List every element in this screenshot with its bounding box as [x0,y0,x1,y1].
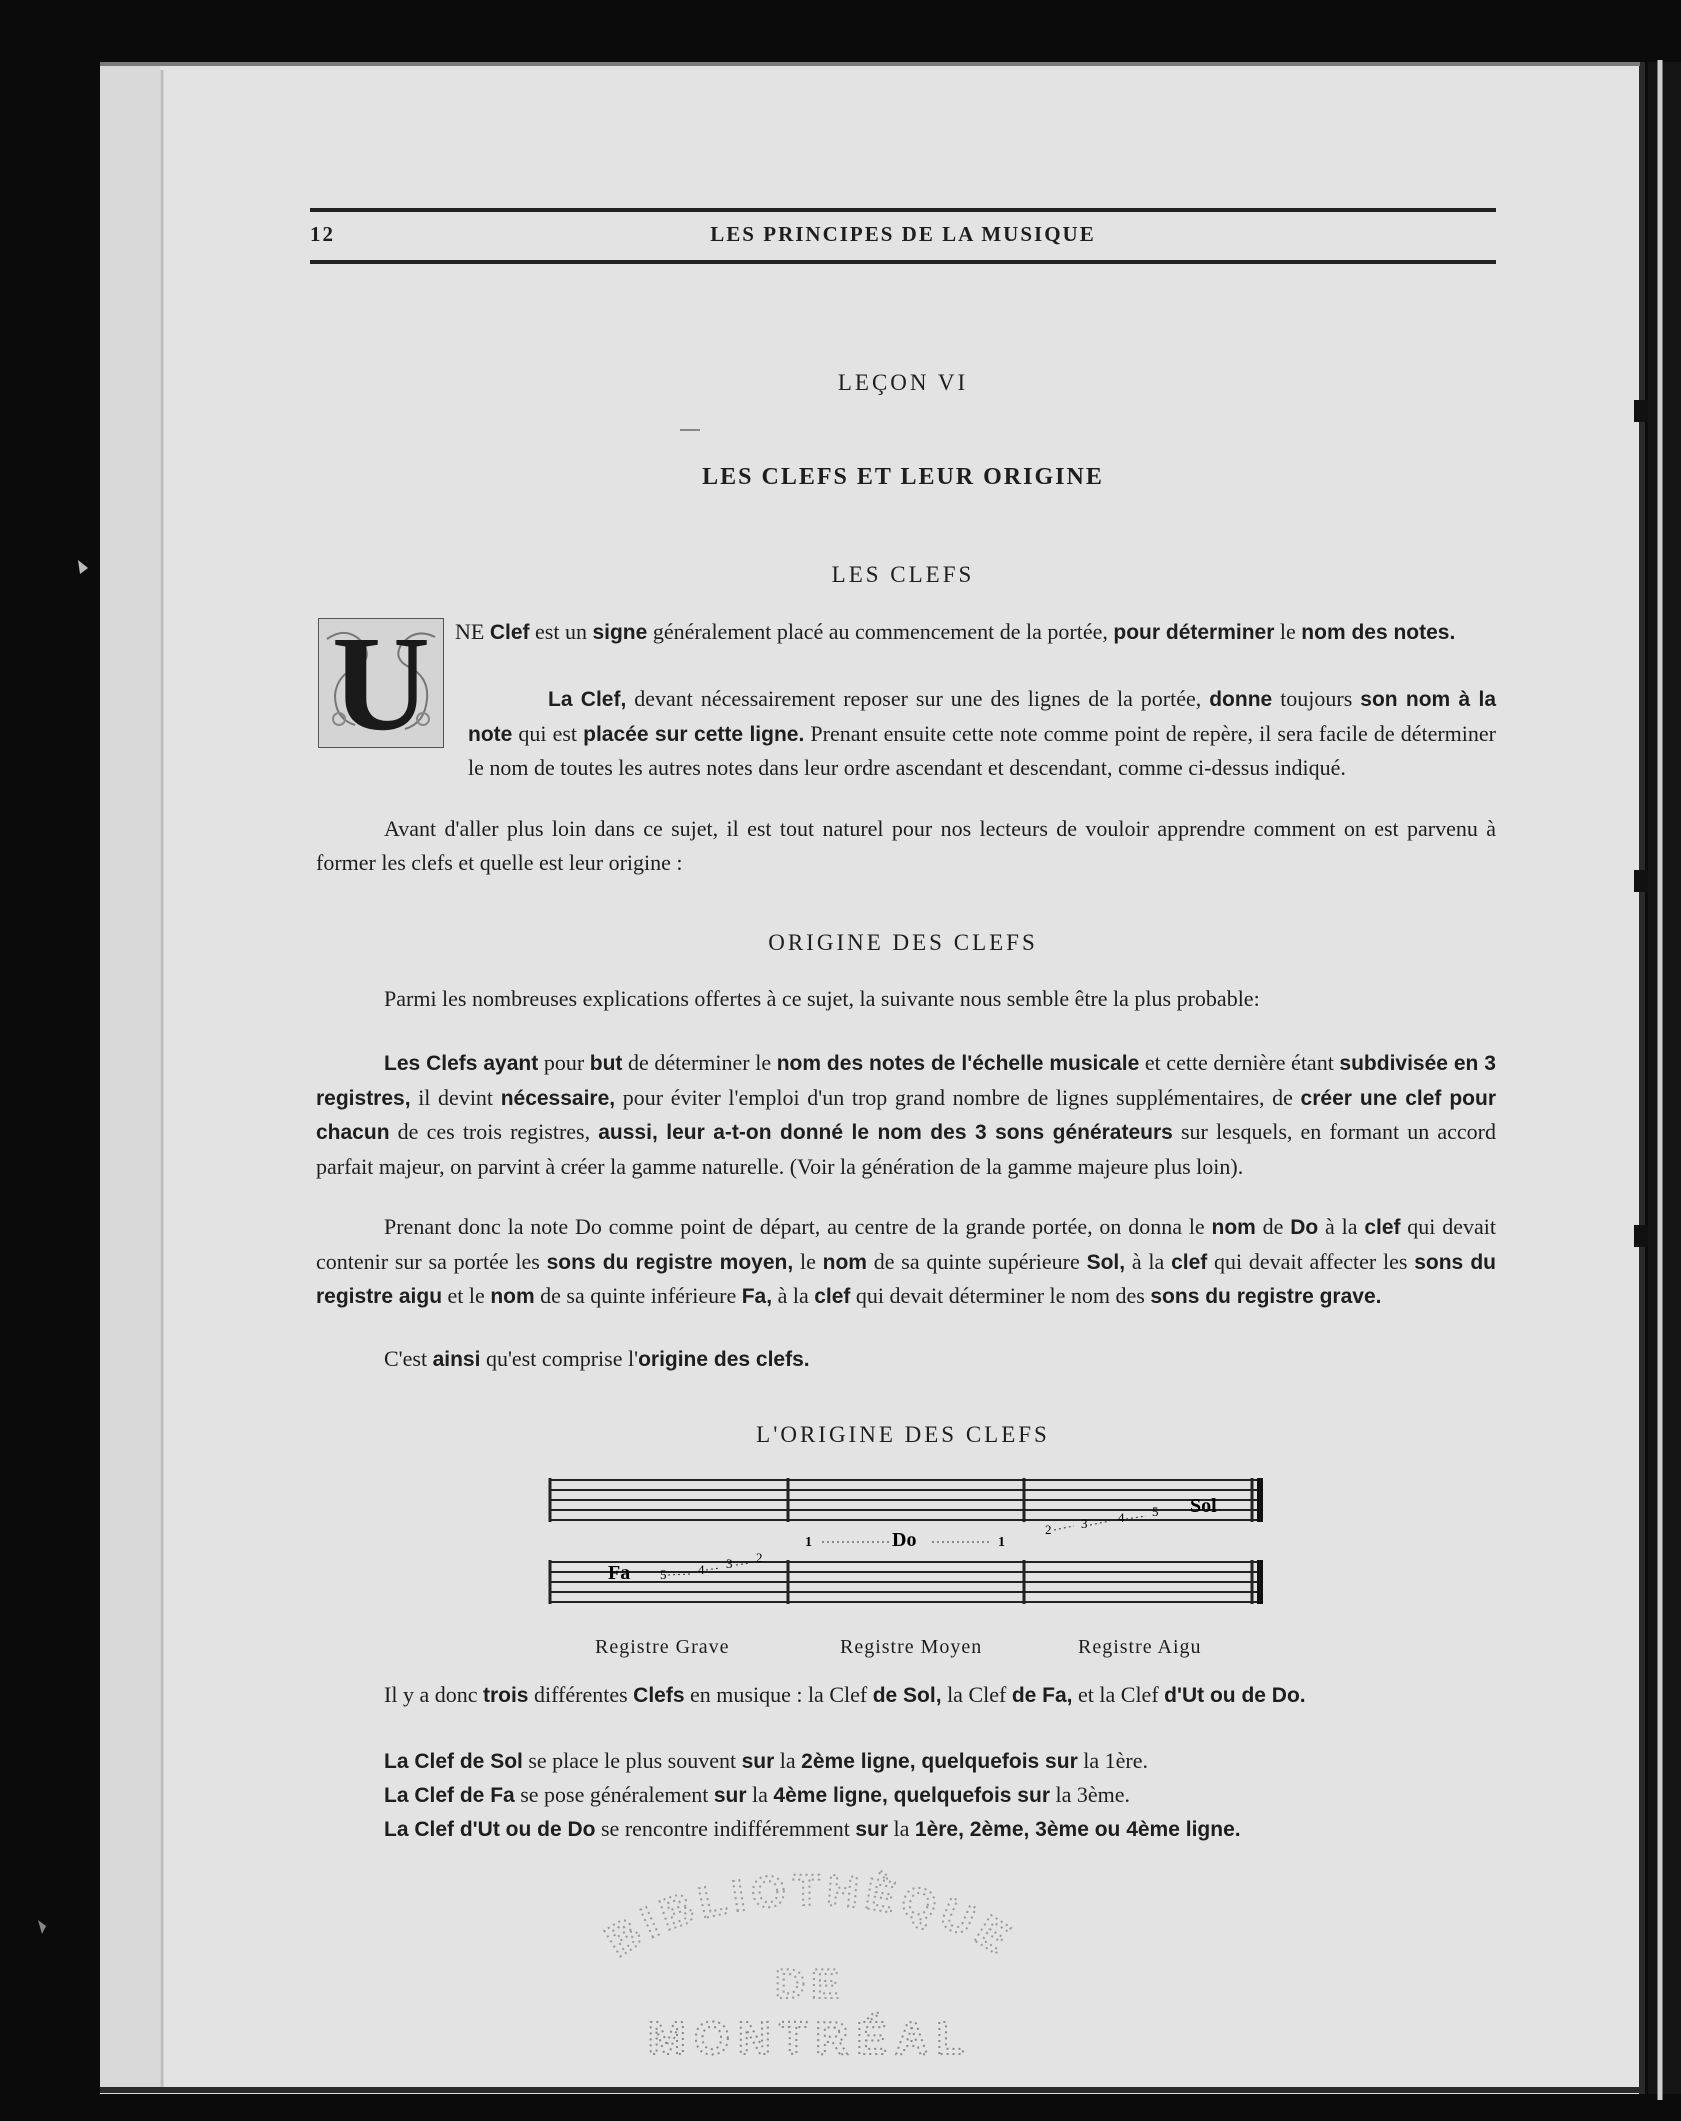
paragraph-10 [384,1778,1496,1813]
bold-run: clef [814,1285,851,1308]
bold-run: nom des notes. [1301,621,1456,644]
text-run: qui est [512,720,584,746]
paragraph-2 [316,682,1496,785]
text-run: pour [538,1050,590,1075]
text-run: se place le plus souvent [522,1748,742,1773]
sol-num-5: 5 [1152,1504,1159,1519]
bold-run: Les Clefs ayant [384,1052,539,1075]
text-run: est un [529,619,593,644]
bold-run: sons du registre grave. [1150,1285,1382,1308]
paragraph-4: Parmi les nombreuses explications offertes à ce sujet, la suivante nous semble être la plus probable: [384,986,1260,1011]
bold-run: signe [592,621,648,644]
bold-run: ainsi [432,1348,481,1371]
bold-run: aussi, leur a-t-on donné le nom des 3 sons générateurs [598,1121,1173,1144]
bold-run: Clefs [633,1684,685,1707]
text-run: la [774,1748,802,1773]
bold-run: sur [713,1784,747,1807]
bold-run: créer une clef pour chacun [316,1086,1497,1144]
text-run: et le [442,1283,491,1308]
paragraph-3: Avant d'aller plus loin dans ce sujet, il est tout naturel pour nos lecteurs de vouloir apprendre comment on est parvenu à former les clefs et quelle est leur origine : [316,816,1496,875]
text-run: de déterminer le [622,1050,777,1075]
lower-staff [550,1562,1260,1602]
paragraph-2-text [468,682,1496,785]
bold-run: Do [1290,1216,1319,1239]
text-run: qui devait déterminer le nom des [850,1283,1151,1308]
bold-run: nécessaire, [500,1086,616,1110]
bold-run: La Clef de Sol [384,1750,523,1773]
bold-run: sons du registre aigu [316,1250,1496,1308]
caption-grave: Registre Grave [595,1636,730,1658]
bold-run: son nom à la note [468,688,1496,746]
text-run: Il y a donc [384,1682,483,1707]
text-run: et cette dernière étant [1139,1050,1340,1075]
text-run: Prenant ensuite cette note comme point de repère, il sera facile de déterminer le nom de toutes les autres notes dans leur ordre ascendant et descendant, comme ci-dessus indiqué. [468,720,1496,780]
text-run: qui devait affecter les [1207,1248,1415,1274]
text-run: le [793,1248,823,1274]
paragraph-5 [316,1046,1496,1183]
bold-run: La Clef de Fa [384,1784,515,1807]
do-label: Do [892,1529,917,1551]
clefs-origin-staff [540,1470,1280,1620]
bold-run: de Fa, [1011,1684,1073,1707]
text-run: devant nécessairement reposer sur une des lignes de la portée, [626,686,1210,711]
text-run: à la [1318,1214,1365,1239]
bold-run: placée sur cette ligne. [583,722,805,746]
bold-run: origine des clefs. [638,1348,810,1371]
bold-run: 4ème ligne, quelquefois sur [773,1784,1050,1807]
bold-run: 1ère, 2ème, 3ème ou 4ème ligne. [914,1818,1241,1841]
fa-num-4: 4 [698,1562,705,1577]
text-run: de [1255,1214,1291,1239]
text-run: de sa quinte inférieure [534,1283,742,1308]
caption-aigu: Registre Aigu [1078,1636,1202,1658]
bold-run: La Clef, [548,688,627,711]
text-run: de ces trois registres, [389,1119,599,1144]
sol-num-4: 4 [1118,1510,1125,1525]
text-run: sur lesquels, en formant un accord parfait majeur, on parvint à créer la gamme naturelle. (Voir la génération de la gamme majeure plus loin). [316,1119,1496,1179]
text-run: la [746,1782,774,1807]
bold-run: Clef [489,621,530,644]
text-run: il devint [410,1084,501,1110]
text-run: la 1ère. [1077,1748,1148,1773]
section-title-origine: ORIGINE DES CLEFS [768,930,1038,955]
text-run: à la [1125,1248,1172,1274]
text-run: se pose généralement [514,1782,714,1807]
bold-run: clef [1364,1216,1401,1239]
text-run: et la Clef [1072,1682,1165,1707]
paragraph-6 [316,1210,1496,1314]
do-left-num: 1 [805,1535,812,1550]
text-run: la 3ème. [1050,1782,1131,1807]
paragraph-1 [455,615,1496,650]
stamp-line3: MONTRÉAL [647,2012,973,2064]
fa-num-2: 2 [756,1550,763,1565]
text-run: toujours [1272,686,1361,711]
bold-run: pour déterminer [1113,621,1275,644]
sol-num-2: 2 [1045,1522,1052,1537]
page-number: 12 [310,222,335,246]
bold-run: nom [490,1285,535,1308]
do-right-num: 1 [998,1535,1005,1550]
bold-run: but [589,1052,623,1075]
text-run: qui devait contenir sur sa portée les [316,1214,1496,1274]
paragraph-8 [316,1678,1496,1713]
text-run: NE [455,619,490,644]
text-run: à la [772,1283,815,1308]
bold-run: sur [855,1818,889,1841]
figure-title: L'ORIGINE DES CLEFS [756,1422,1050,1447]
bold-run: sons du registre moyen, [546,1250,794,1274]
text-run: se rencontre indifféremment [595,1816,856,1841]
paragraph-7 [316,1342,1496,1377]
bold-run: subdivisée en 3 registres, [316,1052,1496,1110]
bold-run: donne [1209,688,1273,711]
bold-run: clef [1171,1250,1208,1274]
bold-run: 2ème ligne, quelquefois sur [801,1750,1078,1773]
fa-label: Fa [608,1562,631,1584]
bold-run: sur [741,1750,775,1773]
text-run: en musique : la Clef [684,1682,873,1707]
caption-moyen: Registre Moyen [840,1636,983,1658]
bold-run: nom des notes de l'échelle musicale [776,1052,1140,1075]
bold-run: d'Ut ou de Do. [1164,1684,1306,1707]
bold-run: La Clef d'Ut ou de Do [384,1818,596,1841]
fa-num-5: 5 [660,1567,667,1582]
lesson-number: LEÇON VI [837,370,969,395]
text-run: C'est [384,1346,433,1371]
text-run: différentes [528,1682,634,1707]
bold-run: Sol, [1086,1250,1126,1274]
bold-run: trois [482,1684,529,1707]
bold-run: nom [822,1250,867,1274]
running-title: LES PRINCIPES DE LA MUSIQUE [710,222,1096,246]
text-run: le [1274,619,1302,644]
text-run: qu'est comprise l' [480,1346,639,1371]
stamp-line1: BIBLIOTHÈQUE [597,1865,1023,1967]
dropcap-letter: U [331,609,431,759]
stamp-line2: DE [774,1960,846,2007]
sol-label: Sol [1190,1495,1217,1517]
svg-text:BIBLIOTHÈQUE [597,1866,1023,1966]
running-header [310,222,1496,248]
paragraph-9 [384,1744,1496,1779]
text-run: généralement placé au commencement de la portée, [647,619,1114,644]
bold-run: de Sol, [872,1684,942,1707]
text-run: Prenant donc la note Do comme point de départ, au centre de la grande portée, on donna le [384,1214,1212,1239]
bold-run: nom [1211,1216,1256,1239]
sol-num-3: 3 [1081,1516,1088,1531]
bold-run: Fa, [741,1285,773,1308]
text-run: pour éviter l'emploi d'un trop grand nombre de lignes supplémentaires, de [615,1084,1301,1110]
lesson-title: LES CLEFS ET LEUR ORIGINE [702,464,1104,490]
fa-num-3: 3 [726,1556,733,1571]
section-title-clefs: LES CLEFS [831,562,975,587]
text-run: de sa quinte supérieure [866,1248,1087,1274]
text-run: la Clef [941,1682,1012,1707]
text-run: la [888,1816,915,1841]
library-stamp [550,1840,1070,2070]
